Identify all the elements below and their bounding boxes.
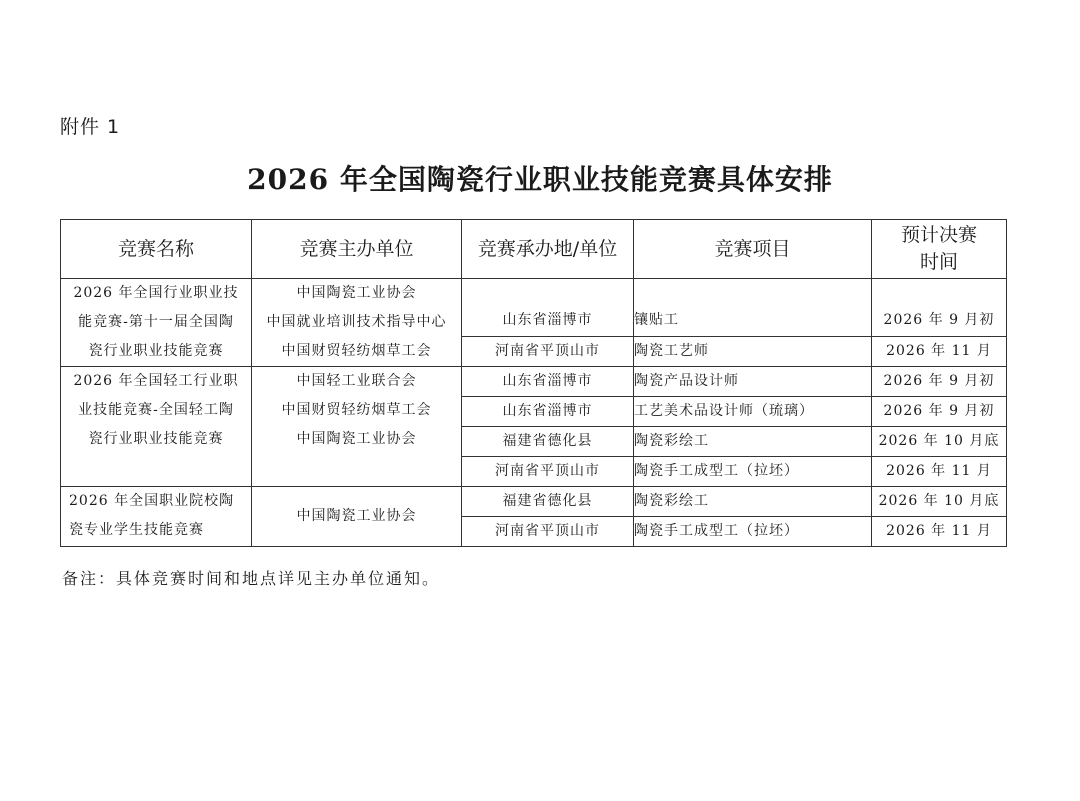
host-cell: 山东省淄博市 (462, 279, 634, 337)
organizer-cell (252, 279, 462, 367)
header-final-time-line: 预计决赛 (900, 224, 977, 246)
competition-name-line: 瓷行业职业技能竞赛 (88, 431, 224, 447)
competition-name-line: 2026 年全国轻工行业职 (73, 373, 239, 389)
host-cell: 福建省德化县 (462, 487, 634, 517)
event-cell: 陶瓷手工成型工（拉坯） (634, 517, 872, 547)
header-final-time-line: 时间 (919, 251, 958, 273)
final-time-cell: 2026 年 10 月底 (872, 427, 1007, 457)
final-time-cell: 2026 年 9 月初 (872, 397, 1007, 427)
host-cell: 河南省平顶山市 (462, 517, 634, 547)
table-header-row (61, 220, 1007, 279)
organizer-line: 中国轻工业联合会 (296, 373, 417, 389)
organizer-line: 中国财贸轻纺烟草工会 (281, 402, 432, 418)
competition-name-cell (61, 367, 252, 487)
final-time-cell: 2026 年 9 月初 (872, 279, 1007, 337)
organizer-line: 中国陶瓷工业协会 (296, 285, 417, 301)
competition-name-line: 2026 年全国职业院校陶 (69, 493, 235, 509)
organizer-line: 中国陶瓷工业协会 (296, 508, 417, 524)
competition-name-cell (61, 487, 252, 547)
host-cell: 福建省德化县 (462, 427, 634, 457)
final-time-cell: 2026 年 11 月 (872, 457, 1007, 487)
competition-name-line: 能竞赛-第十一届全国陶 (78, 314, 234, 330)
final-time-cell: 2026 年 11 月 (872, 517, 1007, 547)
table-row (61, 367, 1007, 397)
event-cell: 陶瓷工艺师 (634, 337, 872, 367)
header-final-time (872, 220, 1007, 279)
event-cell: 工艺美术品设计师（琉璃） (634, 397, 872, 427)
competition-name-cell (61, 279, 252, 367)
final-time-cell: 2026 年 11 月 (872, 337, 1007, 367)
footnote: 备注：具体竞赛时间和地点详见主办单位通知。 (62, 569, 441, 588)
event-cell: 镶贴工 (634, 279, 872, 337)
final-time-cell: 2026 年 9 月初 (872, 367, 1007, 397)
header-host: 竞赛承办地/单位 (462, 220, 634, 279)
schedule-table (60, 219, 1007, 547)
host-cell: 河南省平顶山市 (462, 457, 634, 487)
event-cell: 陶瓷产品设计师 (634, 367, 872, 397)
page-title: 2026 年全国陶瓷行业职业技能竞赛具体安排 (247, 163, 833, 196)
organizer-line: 中国陶瓷工业协会 (296, 431, 417, 447)
attachment-label: 附件 1 (60, 116, 121, 138)
competition-name-line: 瓷专业学生技能竞赛 (69, 522, 204, 538)
event-cell: 陶瓷手工成型工（拉坯） (634, 457, 872, 487)
organizer-cell (252, 367, 462, 487)
competition-name-line: 瓷行业职业技能竞赛 (88, 343, 224, 359)
organizer-line: 中国财贸轻纺烟草工会 (281, 343, 432, 359)
organizer-line: 中国就业培训技术指导中心 (266, 314, 447, 330)
event-cell: 陶瓷彩绘工 (634, 487, 872, 517)
header-organizer: 竞赛主办单位 (252, 220, 462, 279)
header-event: 竞赛项目 (634, 220, 872, 279)
organizer-cell (252, 487, 462, 547)
competition-name-line: 2026 年全国行业职业技 (73, 285, 239, 301)
event-cell: 陶瓷彩绘工 (634, 427, 872, 457)
final-time-cell: 2026 年 10 月底 (872, 487, 1007, 517)
host-cell: 山东省淄博市 (462, 367, 634, 397)
host-cell: 山东省淄博市 (462, 397, 634, 427)
host-cell: 河南省平顶山市 (462, 337, 634, 367)
competition-name-line: 业技能竞赛-全国轻工陶 (78, 402, 234, 418)
table-row (61, 487, 1007, 517)
header-competition-name: 竞赛名称 (61, 220, 252, 279)
